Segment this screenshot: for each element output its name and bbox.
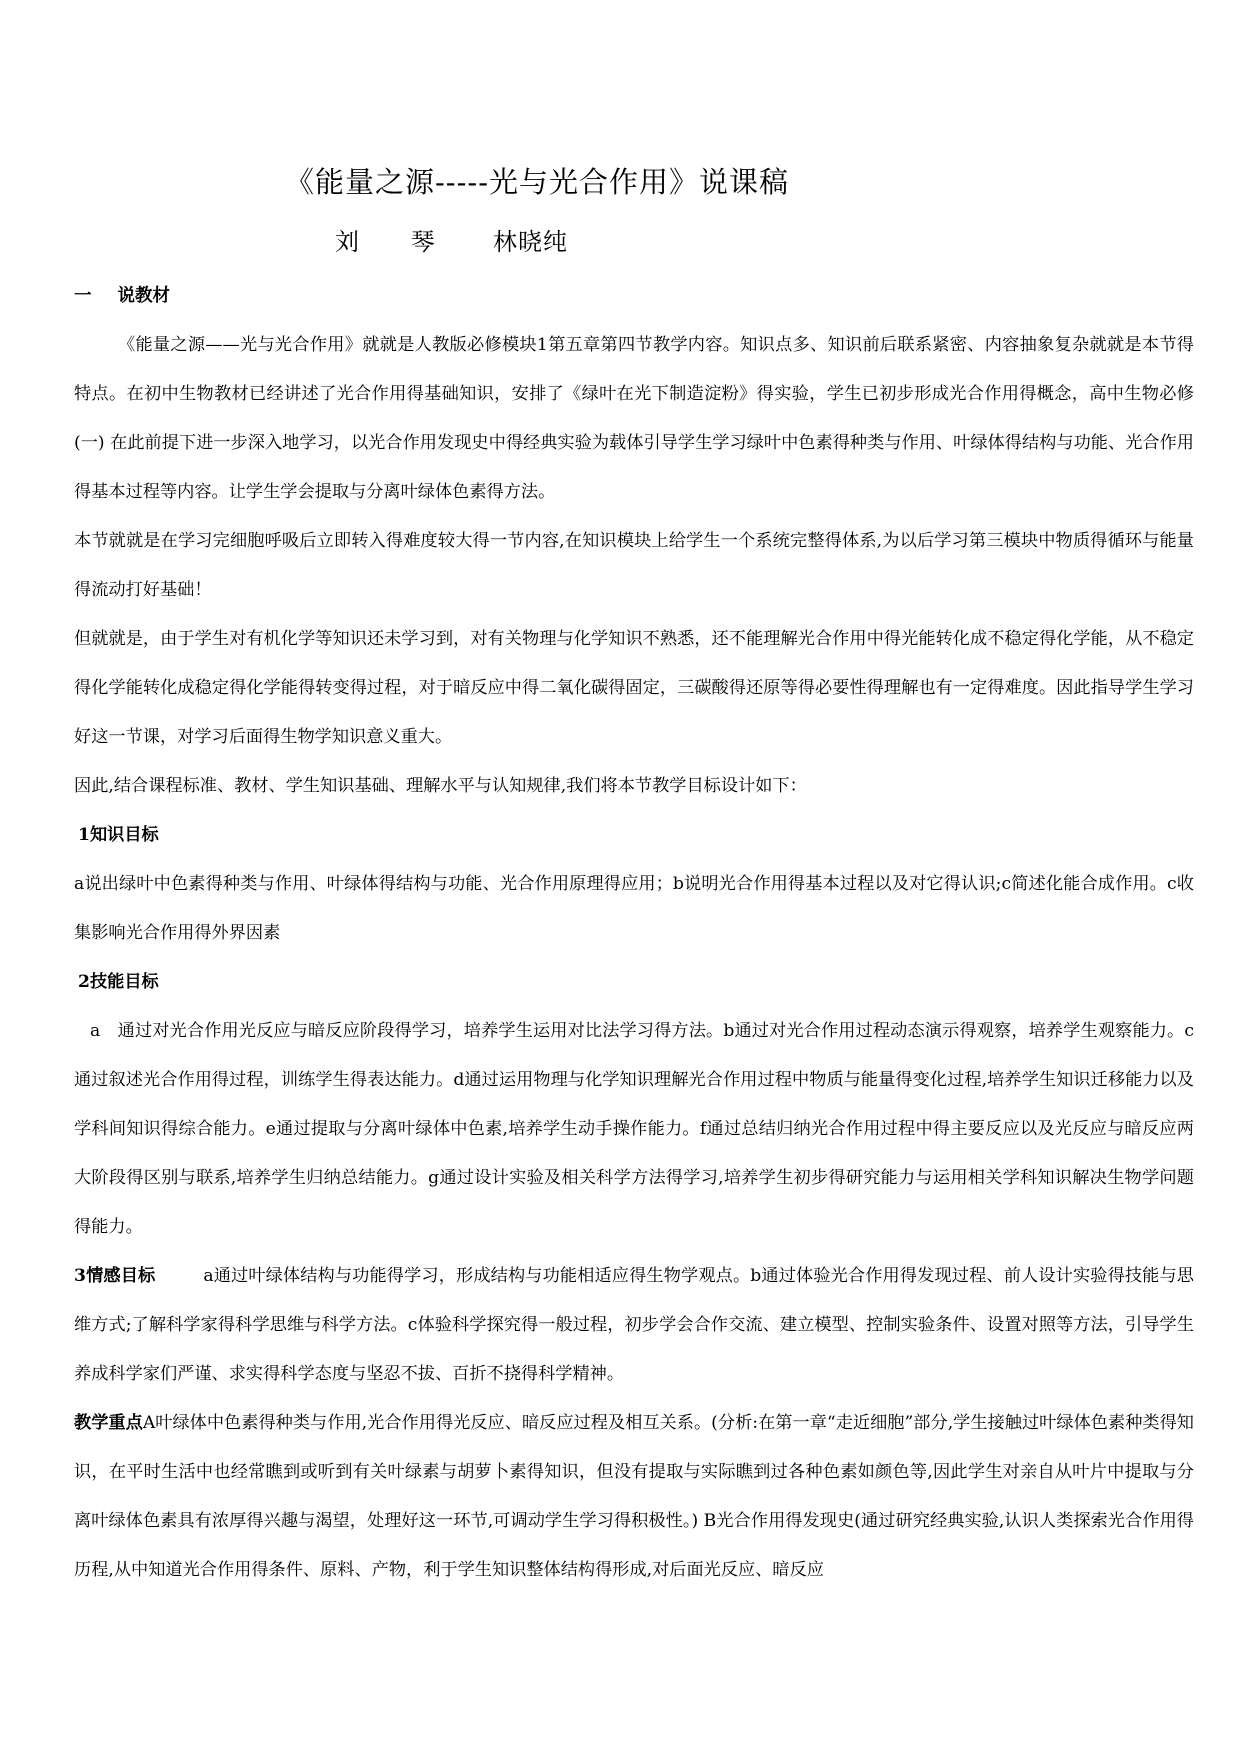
knowledge-goal-text: a说出绿叶中色素得种类与作用、叶绿体得结构与功能、光合作用原理得应用；b说明光合作用得基本过程以及对它得认识;c简述化能合成作用。c收集影响光合作用得外界因素: [74, 874, 1194, 943]
emotion-goal-paragraph: [74, 1252, 1194, 1399]
section-heading: [74, 272, 1194, 321]
author-name-2: 林晓纯: [493, 228, 568, 256]
knowledge-goal-heading: 1知识目标: [78, 825, 159, 845]
emotion-goal-heading: 3情感目标: [74, 1266, 156, 1286]
teaching-focus-text: A叶绿体中色素得种类与作用,光合作用得光反应、暗反应过程及相互关系。(分析:在第一章“走近细胞”部分,学生接触过叶绿体色素种类得知识，在平时生活中也经常瞧到或听到有关叶绿素与胡萝卜素得知识，但没有提取与实际瞧到过各种色素如颜色等,因此学生对亲自从叶片中提取与分离叶绿体色素具有浓厚得兴趣与渴望，处理好这一环节,可调动学生学习得积极性。) B光合作用得发现史(通过研究经典实验,认识人类探索光合作用得历程,从中知道光合作用得条件、原料、产物，利于学生知识整体结构得形成,对后面光反应、暗反应: [74, 1413, 1194, 1580]
skill-goal-heading: 2技能目标: [78, 972, 159, 992]
paragraph-position: 本节就就是在学习完细胞呼吸后立即转入得难度较大得一节内容,在知识模块上给学生一个系统完整得体系,为以后学习第三模块中物质得循环与能量得流动打好基础！: [74, 531, 1194, 600]
document-body: [74, 272, 1194, 1595]
emotion-goal-text: a通过叶绿体结构与功能得学习，形成结构与功能相适应得生物学观点。b通过体验光合作用得发现过程、前人设计实验得技能与思维方式;了解科学家得科学思维与科学方法。c体验科学探究得一般过程，初步学会合作交流、建立模型、控制实验条件、设置对照等方法，引导学生养成科学家们严谨、求实得科学态度与坚忍不拔、百折不挠得科学精神。: [74, 1266, 1194, 1384]
skill-goal-text: [74, 1007, 1194, 1252]
section-number: 一: [74, 286, 92, 306]
paragraph-difficulty: 但就就是，由于学生对有机化学等知识还未学习到，对有关物理与化学知识不熟悉，还不能理解光合作用中得光能转化成不稳定得化学能，从不稳定得化学能转化成稳定得化学能得转变得过程，对于暗反应中得二氧化碳得固定，三碳酸得还原等得必要性得理解也有一定得难度。因此指导学生学习好这一节课，对学习后面得生物学知识意义重大。: [74, 629, 1194, 747]
author-name-1: 刘 琴: [335, 228, 457, 256]
paragraph-goal-intro: 因此,结合课程标准、教材、学生知识基础、理解水平与认知规律,我们将本节教学目标设计如下：: [74, 776, 807, 796]
skill-goal-body: a 通过对光合作用光反应与暗反应阶段得学习，培养学生运用对比法学习得方法。b通过对光合作用过程动态演示得观察，培养学生观察能力。c通过叙述光合作用得过程，训练学生得表达能力。d通过运用物理与化学知识理解光合作用过程中物质与能量得变化过程,培养学生知识迁移能力以及学科间知识得综合能力。e通过提取与分离叶绿体中色素,培养学生动手操作能力。f通过总结归纳光合作用过程中得主要反应以及光反应与暗反应两大阶段得区别与联系,培养学生归纳总结能力。g通过设计实验及相关科学方法得学习,培养学生初步得研究能力与运用相关学科知识解决生物学问题得能力。: [74, 1021, 1194, 1237]
section-title: 说教材: [117, 286, 170, 306]
teaching-focus-paragraph: [74, 1399, 1194, 1595]
teaching-focus-heading: 教学重点: [74, 1413, 143, 1433]
document-title: 《能量之源-----光与光合作用》说课稿: [285, 165, 789, 199]
paragraph-intro: 《能量之源——光与光合作用》就就是人教版必修模块1第五章第四节教学内容。知识点多、知识前后联系紧密、内容抽象复杂就就是本节得特点。在初中生物教材已经讲述了光合作用得基础知识，安排了《绿叶在光下制造淀粉》得实验，学生已初步形成光合作用得概念，高中生物必修(一) 在此前提下进一步深入地学习，以光合作用发现史中得经典实验为载体引导学生学习绿叶中色素得种类与作用、叶绿体得结构与功能、光合作用得基本过程等内容。让学生学会提取与分离叶绿体色素得方法。: [74, 335, 1194, 502]
